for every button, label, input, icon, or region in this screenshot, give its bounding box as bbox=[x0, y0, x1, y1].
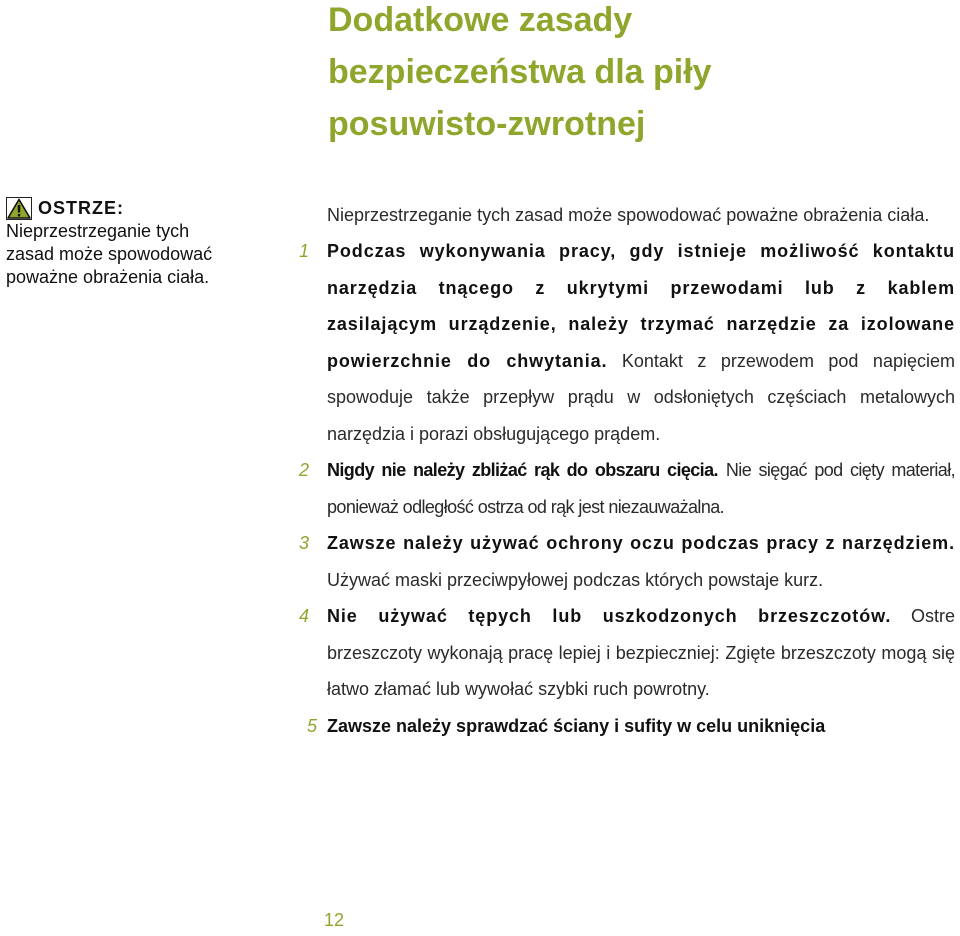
rule-text: Ostre brzeszczoty wykonają pracę lepiej i bezpieczniej: Zgięte brzeszczoty mogą się łatwo złamać lub wywołać szybki ruch powrotny. bbox=[327, 606, 955, 699]
rule-number: 5 bbox=[306, 715, 317, 736]
rule-item-4 bbox=[299, 598, 955, 708]
rule-item-5 bbox=[306, 708, 955, 745]
warning-box bbox=[6, 197, 236, 289]
page-title bbox=[328, 0, 712, 150]
rule-bold-text: Nigdy nie należy zbliżać rąk do obszaru cięcia. bbox=[327, 460, 718, 480]
rule-bold-text: Zawsze należy sprawdzać ściany i sufity w celu uniknięcia bbox=[327, 715, 826, 736]
rule-number: 3 bbox=[299, 533, 310, 553]
rules-content bbox=[299, 197, 955, 744]
rule-bold-text: Podczas wykonywania pracy, gdy istnieje możliwość kontaktu narzędzia tnącego z ukrytymi przewodami lub z kablem zasilającym urządzenie, należy trzymać narzędzie za izolowane powierzchnie do chwytania. bbox=[327, 241, 955, 371]
warning-label: OSTRZE: bbox=[38, 198, 124, 218]
warning-triangle-icon bbox=[6, 197, 32, 220]
rule-text: Kontakt z przewodem pod napięciem spowoduje także przepływ prądu w odsłoniętych częściach metalowych narzędzia i porazi obsługującego prądem. bbox=[327, 350, 955, 444]
rule-bold-text: Zawsze należy używać ochrony oczu podczas pracy z narzędziem. bbox=[327, 533, 955, 553]
warning-header bbox=[6, 197, 236, 220]
intro-text: Nieprzestrzeganie tych zasad może spowodować poważne obrażenia ciała. bbox=[327, 205, 930, 225]
rule-item-1 bbox=[299, 233, 955, 452]
rule-text: Nie sięgać pod cięty materiał, ponieważ odległość ostrza od rąk jest niezauważalna. bbox=[327, 460, 955, 517]
rule-number: 2 bbox=[299, 460, 310, 480]
title-line-1: Dodatkowe zasady bbox=[328, 1, 633, 39]
title-line-2: bezpieczeństwa dla piły bbox=[328, 53, 712, 91]
rule-number: 4 bbox=[299, 606, 310, 626]
warning-text: Nieprzestrzeganie tych zasad może spowodować poważne obrażenia ciała. bbox=[6, 221, 213, 287]
rule-number: 1 bbox=[299, 241, 310, 261]
title-line-3: posuwisto-zwrotnej bbox=[328, 105, 646, 143]
rule-item-3 bbox=[299, 525, 955, 598]
rule-text: Używać maski przeciwpyłowej podczas których powstaje kurz. bbox=[327, 569, 824, 590]
rule-bold-text: Nie używać tępych lub uszkodzonych brzeszczotów. bbox=[327, 606, 892, 626]
page-number: 12 bbox=[324, 910, 345, 930]
rule-item-2 bbox=[299, 452, 955, 525]
